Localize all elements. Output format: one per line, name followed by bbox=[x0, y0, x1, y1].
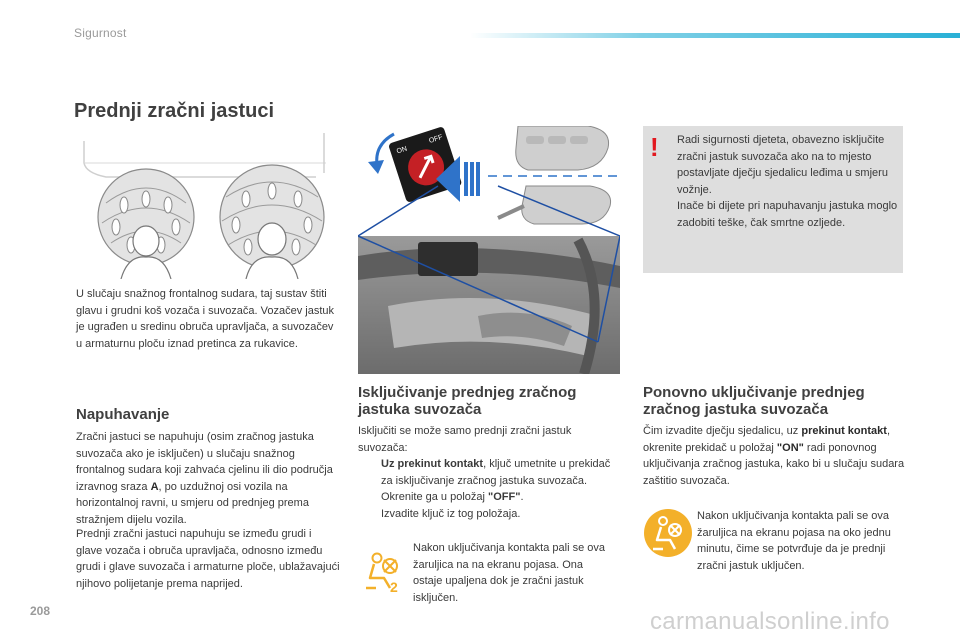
iskljucivanje-heading: Isključivanje prednjeg zračnog jastuka suvozača bbox=[358, 384, 577, 418]
impact-zone-label: A bbox=[150, 480, 159, 493]
airbag-switch-illustration bbox=[358, 126, 620, 236]
step-item: Okrenite ga u položaj "OFF". bbox=[381, 491, 524, 503]
warning-text: Radi sigurnosti djeteta, obavezno isključite zračni jastuk suvozača ako na to mjesto postavljate dječju sjedalicu leđima u smjeru vožnje. Inače bi dijete pri napuhavanju jastuka moglo zadobiti teške, čak smrtne ozljede. bbox=[677, 134, 898, 229]
dashboard-photo bbox=[358, 236, 620, 374]
ponovno-paragraph: Čim izvadite dječju sjedalicu, uz prekinut kontakt, okrenite prekidač u položaj "ON" radi ponovnog uključivanja zračnog jastuka, kako bi u slučaju sudara zaštitio suvozača. bbox=[643, 425, 905, 487]
step-item: Uz prekinut kontakt, ključ umetnite u prekidač za isključivanje zračnog jastuka suvozača. bbox=[381, 458, 611, 487]
page-title: Prednji zračni jastuci bbox=[74, 100, 275, 122]
airbag-on-lamp-icon bbox=[643, 508, 693, 558]
intro-paragraph: U slučaju snažnog frontalnog sudara, taj sustav štiti glavu i grudni koš vozača i suvozača. Vozačev jastuk je ugrađen u sredinu obruča upravljača, a suvozačev u armaturnu ploču iznad pretinca za rukavice. bbox=[76, 288, 335, 350]
iskljucivanje-intro: Isključiti se može samo prednji zračni jastuk suvozača: bbox=[358, 425, 572, 454]
iskljucivanje-steps bbox=[358, 456, 624, 522]
section-header: Sigurnost bbox=[74, 26, 127, 40]
page-number: 208 bbox=[30, 604, 51, 618]
watermark: carmanualsonline.info bbox=[650, 608, 890, 635]
napuhavanje-paragraph-1: Zračni jastuci se napuhuju (osim zračnog jastuka suvozača ako je isključen) u slučaju snažnog frontalnog sudara koji zahvaća cjelinu ili dio područja izravnog sraza A, po uzdužnoj osi vozila na horizontalnoj ravni, u smjeru od prednjeg prema stražnjem dijelu vozila. bbox=[76, 431, 333, 526]
napuhavanje-heading: Napuhavanje bbox=[76, 406, 170, 423]
ponovno-lamp-note: Nakon uključivanja kontakta pali se ova žaruljica na ekranu pojasa na oko jednu minutu, čime se potvrđuje da je prednji zračni jastuk uključen. bbox=[697, 510, 891, 572]
switch-on-label: ON bbox=[395, 145, 409, 156]
iskljucivanje-lamp-note: Nakon uključivanja kontakta pali se ova žaruljica na na ekranu pojasa. Ona ostaje upaljena dok je zračni jastuk isključen. bbox=[413, 542, 606, 604]
napuhavanje-paragraph-2: Prednji zračni jastuci napuhuju se između grudi i glave vozača i obruča upravljača, odnosno između grudi i glave suvozača i armaturne ploče, ublažavajući njihovo polijetanje prema naprijed. bbox=[76, 528, 340, 590]
header-accent-bar bbox=[470, 33, 960, 38]
step-item: Izvadite ključ iz tog položaja. bbox=[381, 507, 521, 520]
warning-exclamation-icon: ! bbox=[650, 132, 659, 162]
airbag-illustration bbox=[76, 133, 338, 279]
key-fob-1 bbox=[516, 126, 609, 170]
switch-off-label: OFF bbox=[428, 133, 444, 145]
lamp-number: 2 bbox=[390, 579, 398, 594]
ponovno-heading: Ponovno uključivanje prednjeg zračnog jastuka suvozača bbox=[643, 384, 865, 418]
airbag-off-lamp-icon bbox=[360, 548, 406, 594]
